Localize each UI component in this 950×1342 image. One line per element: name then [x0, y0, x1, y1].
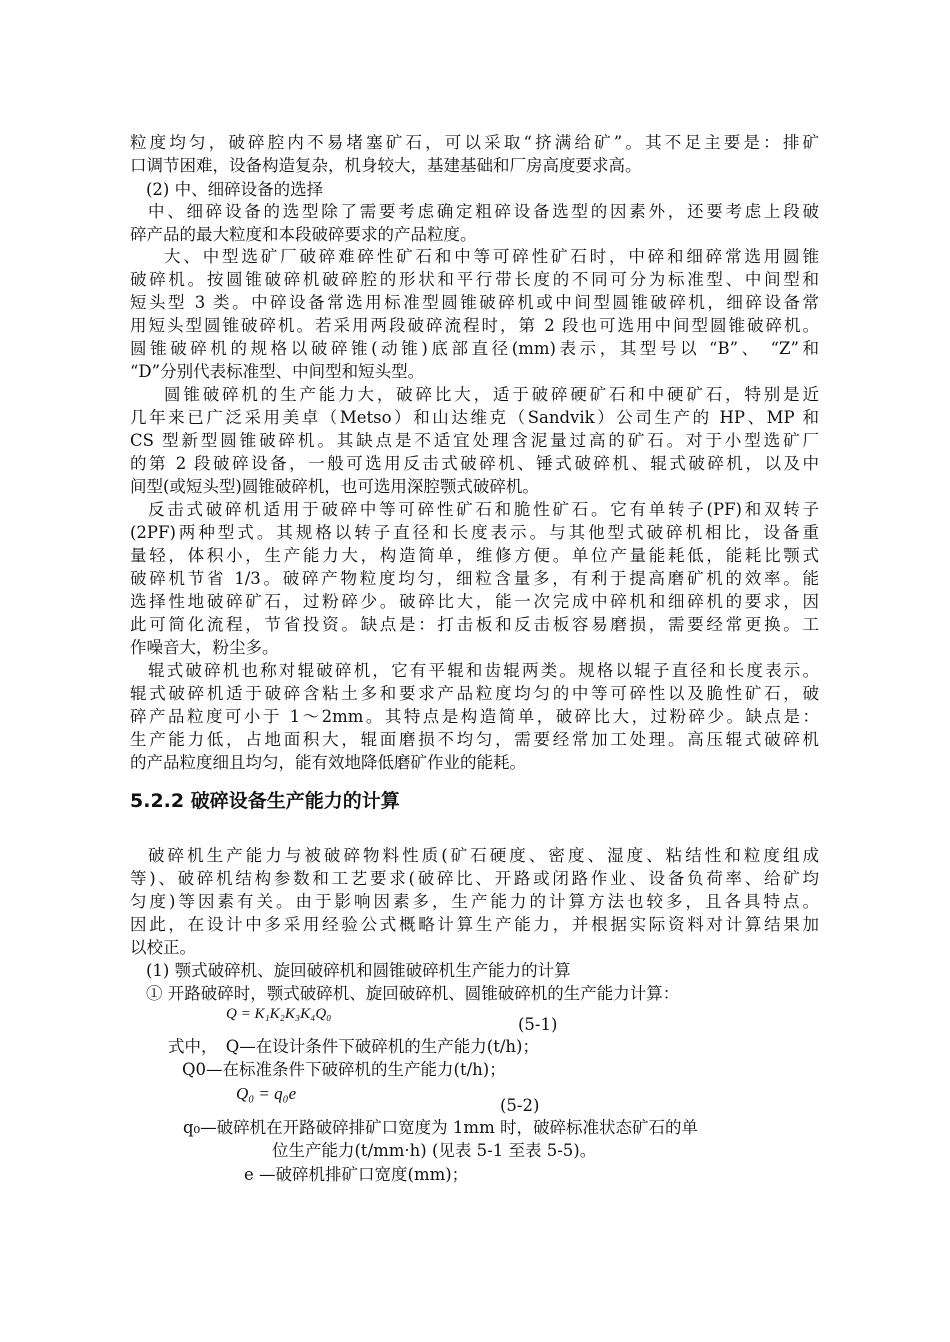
text-line: (2PF)两种型式。其规格以转子直径和长度表示。与其他型式破碎机相比，设备重: [130, 523, 819, 542]
text-line: “D”分别代表标准型、中间型和短头型。: [130, 362, 425, 381]
text-line: 短头型 3 类。中碎设备常选用标准型圆锥破碎机或中间型圆锥破碎机，细碎设备常: [130, 293, 819, 312]
text-line: 中、细碎设备的选型除了需要考虑确定粗碎设备选型的因素外，还要考虑上段破: [148, 202, 819, 221]
equation: Q₀ = q₀e: [236, 1084, 297, 1103]
text-line: 反击式破碎机适用于破碎中等可碎性矿石和脆性矿石。它有单转子(PF)和双转子: [148, 500, 819, 519]
section-heading: 5.2.2 破碎设备生产能力的计算: [130, 790, 400, 812]
text-line: 量轻，体积小，生产能力大，构造简单，维修方便。单位产量能耗低，能耗比颚式: [130, 546, 819, 565]
text-line: 作噪音大，粉尘多。: [130, 638, 279, 657]
text-line: 以校正。: [130, 938, 196, 957]
text-line: 口调节困难，设备构造复杂，机身较大，基建基础和厂房高度要求高。: [130, 156, 642, 175]
text-line: 碎产品粒度可小于 1～2mm。其特点是构造简单，破碎比大，过粉碎少。缺点是：: [130, 707, 819, 726]
text-line: 的产品粒度细且均匀，能有效地降低磨矿作业的能耗。: [130, 753, 526, 772]
text-line: 大、中型选矿厂破碎难碎性矿石和中等可碎性矿石时，中碎和细碎常选用圆锥: [164, 247, 819, 266]
variable-definition: 式中， Q—在设计条件下破碎机的生产能力(t/h)；: [168, 1037, 539, 1056]
text-line: CS 型新型圆锥破碎机。其缺点是不适宜处理含泥量过高的矿石。对于小型选矿厂: [130, 431, 819, 450]
text-line: 选择性地破碎矿石，过粉碎少。破碎比大，能一次完成中碎机和细碎机的要求，因: [130, 592, 819, 611]
variable-definition: Q0—在标准条件下破碎机的生产能力(t/h)；: [182, 1060, 506, 1079]
list-item: ① 开路破碎时，颚式破碎机、旋回破碎机、圆锥破碎机的生产能力计算：: [146, 984, 680, 1003]
subheading: (2) 中、细碎设备的选择: [146, 180, 324, 199]
text-line: 等)、破碎机结构参数和工艺要求(破碎比、开路或闭路作业、设备负荷率、给矿均: [130, 869, 819, 888]
text-line: 此可简化流程，节省投资。缺点是：打击板和反击板容易磨损，需要经常更换。工: [130, 615, 819, 634]
equation-number: (5-1): [518, 1015, 558, 1034]
text-line: 匀度)等因素有关。由于影响因素多，生产能力的计算方法也较多，且各具特点。: [130, 892, 819, 911]
text-line: 破碎机。按圆锥破碎机破碎腔的形状和平行带长度的不同可分为标准型、中间型和: [130, 270, 819, 289]
variable-definition: 位生产能力(t/mm·h) (见表 5-1 至表 5-5)。: [272, 1141, 597, 1160]
text-line: 因此，在设计中多采用经验公式概略计算生产能力，并根据实际资料对计算结果加: [130, 915, 819, 934]
variable-definition: q₀—破碎机在开路破碎排矿口宽度为 1mm 时，破碎标准状态矿石的单: [183, 1118, 698, 1137]
text-line: 辊式破碎机适于破碎含粘土多和要求产品粒度均匀的中等可碎性以及脆性矿石，破: [130, 684, 819, 703]
text-line: 破碎机生产能力与被破碎物料性质(矿石硬度、密度、湿度、粘结性和粒度组成: [148, 846, 819, 865]
equation: Q = K₁K₂K₃K₄Q₀: [226, 1006, 332, 1022]
text-line: 粒度均匀，破碎腔内不易堵塞矿石，可以采取“挤满给矿”。其不足主要是：排矿: [130, 133, 819, 152]
equation-number: (5-2): [500, 1096, 540, 1115]
text-line: 辊式破碎机也称对辊破碎机，它有平辊和齿辊两类。规格以辊子直径和长度表示。: [148, 661, 819, 680]
text-line: 生产能力低，占地面积大，辊面磨损不均匀，需要经常加工处理。高压辊式破碎机: [130, 730, 819, 749]
text-line: 碎产品的最大粒度和本段破碎要求的产品粒度。: [130, 225, 477, 244]
text-line: 圆锥破碎机的规格以破碎锥(动锥)底部直径(mm)表示，其型号以 “B”、 “Z”和: [130, 339, 819, 358]
text-line: 的第 2 段破碎设备，一般可选用反击式破碎机、锤式破碎机、辊式破碎机，以及中: [130, 454, 819, 473]
text-line: 几年来已广泛采用美卓（Metso）和山达维克（Sandvik）公司生产的 HP、MP 和: [130, 408, 819, 427]
text-line: 破碎机节省 1/3。破碎产物粒度均匀，细粒含量多，有利于提高磨矿机的效率。能: [130, 569, 819, 588]
subheading: (1) 颚式破碎机、旋回破碎机和圆锥破碎机生产能力的计算: [146, 961, 571, 980]
text-line: 用短头型圆锥破碎机。若采用两段破碎流程时，第 2 段也可选用中间型圆锥破碎机。: [130, 316, 819, 335]
variable-definition: e —破碎机排矿口宽度(mm)；: [244, 1165, 469, 1184]
text-line: 圆锥破碎机的生产能力大，破碎比大，适于破碎硬矿石和中硬矿石，特别是近: [164, 385, 819, 404]
text-line: 间型(或短头型)圆锥破碎机，也可选用深腔颚式破碎机。: [130, 477, 539, 496]
